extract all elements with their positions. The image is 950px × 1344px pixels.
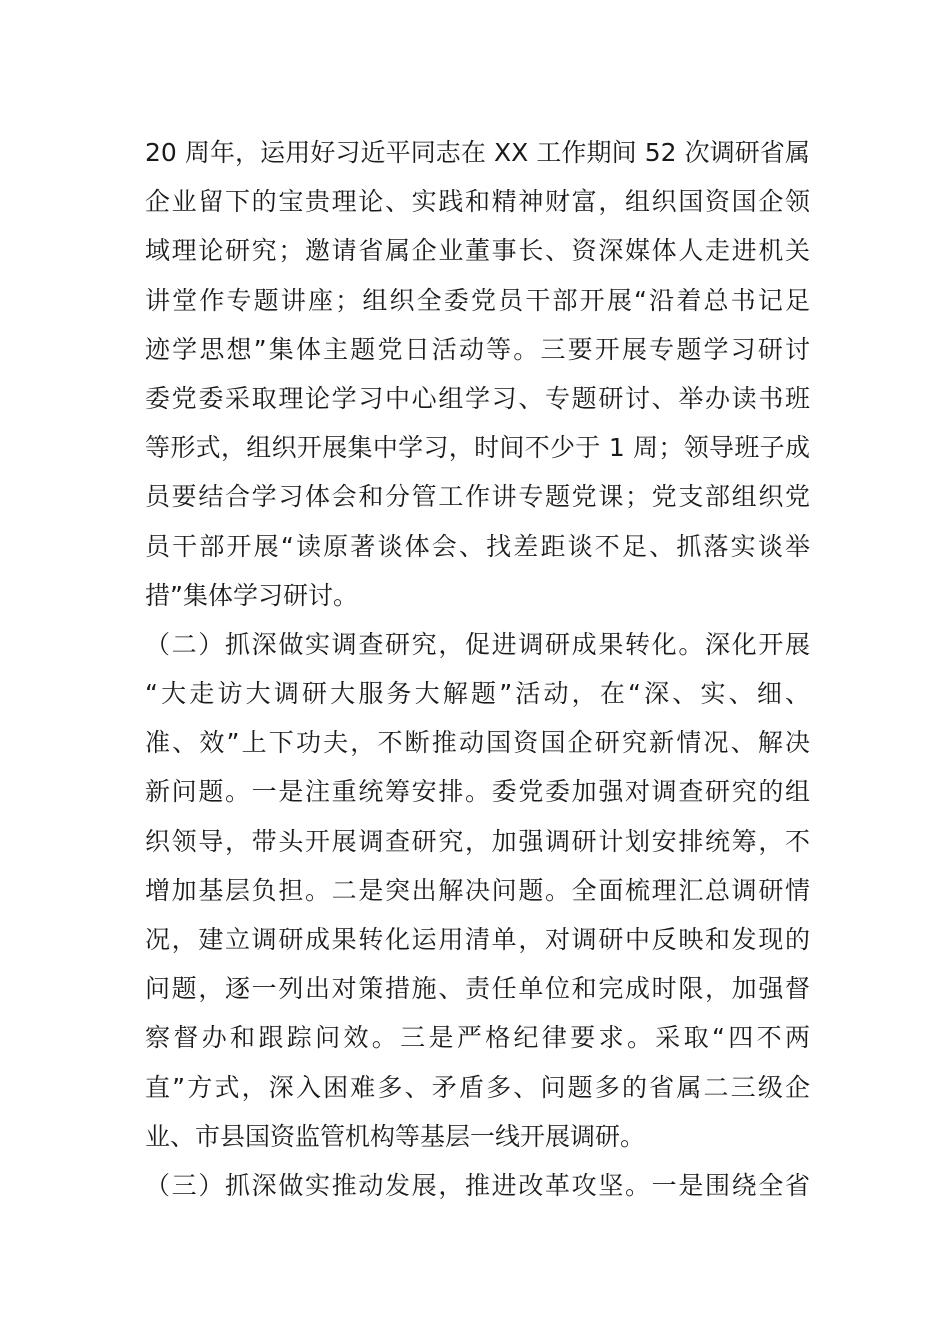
text-line: 迹学思想”集体主题党日活动等。三要开展专题学习研讨 — [145, 334, 810, 364]
text-line: 委党委采取理论学习中心组学习、专题研讨、举办读书班 — [145, 383, 810, 413]
text-line: 员干部开展“读原著谈体会、找差距谈不足、抓落实谈举 — [145, 531, 810, 561]
document-body — [145, 128, 810, 1210]
text-line: 问题，逐一列出对策措施、责任单位和完成时限，加强督 — [145, 974, 810, 1004]
text-line: 况，建立调研成果转化运用清单，对调研中反映和发现的 — [145, 925, 810, 954]
text-line: 新问题。一是注重统筹安排。委党委加强对调查研究的组 — [145, 777, 810, 807]
section-heading-line: （二）抓深做实调查研究，促进调研成果转化。深化开展 — [145, 629, 810, 659]
text-line: 察督办和跟踪问效。三是严格纪律要求。采取“四不两 — [145, 1023, 810, 1053]
paragraph-end-line: 业、市县国资监管机构等基层一线开展调研。 — [145, 1121, 646, 1151]
text-line: 员要结合学习体会和分管工作讲专题党课；党支部组织党 — [145, 482, 810, 512]
text-line: 增加基层负担。二是突出解决问题。全面梳理汇总调研情 — [145, 875, 810, 905]
text-line: 准、效”上下功夫，不断推动国资国企研究新情况、解决 — [145, 728, 810, 758]
text-line: 20 周年，运用好习近平同志在 XX 工作期间 52 次调研省属 — [145, 138, 810, 167]
text-line: 直”方式，深入困难多、矛盾多、问题多的省属二三级企 — [145, 1072, 810, 1102]
text-line: 讲堂作专题讲座；组织全委党员干部开展“沿着总书记足 — [145, 285, 810, 315]
text-line: “大走访大调研大服务大解题”活动，在“深、实、细、 — [145, 679, 810, 709]
section-heading-line: （三）抓深做实推动发展，推进改革攻坚。一是围绕全省 — [145, 1170, 810, 1200]
text-line: 织领导，带头开展调查研究，加强调研计划安排统筹，不 — [145, 826, 810, 856]
text-line: 企业留下的宝贵理论、实践和精神财富，组织国资国企领 — [145, 187, 810, 217]
text-line: 等形式，组织开展集中学习，时间不少于 1 周；领导班子成 — [145, 433, 810, 463]
text-line: 域理论研究；邀请省属企业董事长、资深媒体人走进机关 — [145, 236, 810, 266]
paragraph-end-line: 措”集体学习研讨。 — [145, 580, 358, 610]
